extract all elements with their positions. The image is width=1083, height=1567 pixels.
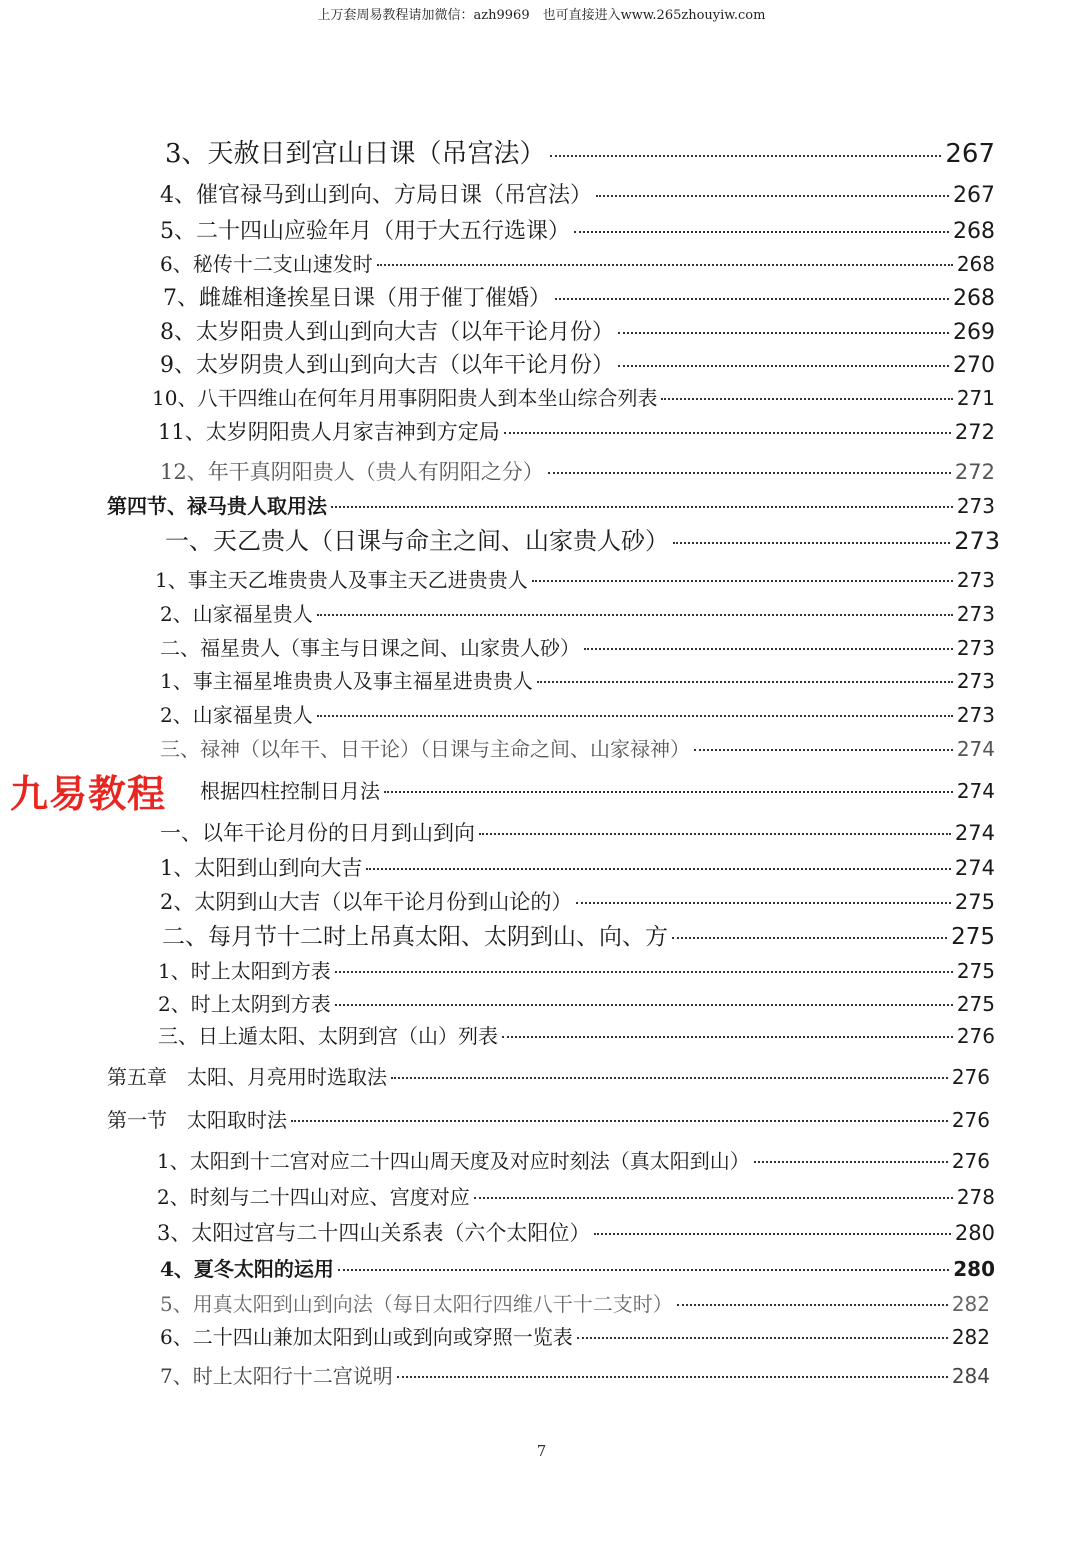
toc-entry bbox=[107, 490, 995, 519]
toc-entry-page: 284 bbox=[951, 1364, 990, 1388]
toc-entry bbox=[157, 1217, 995, 1247]
toc-entry-page: 282 bbox=[951, 1292, 990, 1316]
toc-entry-page: 276 bbox=[956, 1024, 995, 1048]
toc-entry-title: 3、天赦日到宫山日课（吊宫法） bbox=[165, 139, 546, 169]
toc-entry bbox=[158, 416, 995, 446]
toc-entry bbox=[165, 521, 1000, 556]
toc-entry bbox=[160, 1321, 990, 1350]
toc-entry-page: 274 bbox=[956, 779, 995, 803]
toc-entry-title: 4、催官禄马到山到向、方局日课（吊宫法） bbox=[160, 183, 592, 208]
toc-entry-title: 3、太阳过宫与二十四山关系表（六个太阳位） bbox=[157, 1221, 591, 1245]
toc-entry bbox=[160, 178, 995, 209]
toc-entry-page: 273 bbox=[956, 602, 995, 626]
toc-entry-page: 274 bbox=[954, 856, 995, 880]
toc-entry-title: 5、二十四山应验年月（用于大五行选课） bbox=[160, 219, 570, 244]
toc-entry bbox=[160, 1288, 990, 1317]
dot-leader bbox=[366, 868, 951, 870]
dot-leader bbox=[677, 1304, 948, 1306]
toc-entry bbox=[160, 817, 995, 847]
toc-entry bbox=[160, 315, 995, 346]
toc-entry-page: 275 bbox=[956, 992, 995, 1016]
toc-entry bbox=[160, 665, 995, 694]
toc-entry bbox=[160, 598, 995, 627]
toc-entry-page: 268 bbox=[953, 286, 995, 311]
dot-leader bbox=[331, 506, 953, 508]
toc-entry-title: 11、太岁阴阳贵人月家吉神到方定局 bbox=[158, 420, 500, 444]
toc-entry bbox=[158, 988, 995, 1017]
toc-entry bbox=[107, 1061, 990, 1090]
dot-leader bbox=[550, 155, 942, 157]
dot-leader bbox=[672, 937, 947, 939]
toc-entry-title: 6、二十四山兼加太阳到山或到向或穿照一览表 bbox=[160, 1325, 573, 1349]
toc-entry-page: 276 bbox=[951, 1149, 990, 1173]
toc-entry bbox=[160, 248, 995, 277]
dot-leader bbox=[384, 791, 953, 793]
toc-entry-title: 三、禄神（以年干、日干论）（日课与主命之间、山家禄神） bbox=[160, 737, 690, 761]
toc-entry-page: 275 bbox=[951, 924, 995, 950]
dot-leader bbox=[577, 1337, 948, 1339]
page-number: 7 bbox=[536, 1442, 547, 1460]
dot-leader bbox=[661, 398, 952, 400]
dot-leader bbox=[576, 902, 951, 904]
toc-entry bbox=[160, 699, 995, 728]
toc-entry-title: 二、每月节十二时上吊真太阳、太阴到山、向、方 bbox=[162, 924, 668, 950]
toc-entry-title: 2、时上太阴到方表 bbox=[158, 992, 331, 1016]
toc-entry bbox=[160, 214, 995, 245]
toc-entry-page: 273 bbox=[956, 669, 995, 693]
toc-entry-page: 278 bbox=[956, 1185, 995, 1209]
dot-leader bbox=[618, 365, 949, 367]
dot-leader bbox=[504, 432, 951, 434]
dot-leader bbox=[754, 1161, 948, 1163]
dot-leader bbox=[594, 1233, 951, 1235]
toc-entry-title: 2、太阴到山大吉（以年干论月份到山论的） bbox=[160, 890, 573, 914]
toc-entry bbox=[160, 632, 995, 661]
toc-entry-page: 273 bbox=[956, 568, 995, 592]
dot-leader bbox=[317, 715, 953, 717]
dot-leader bbox=[548, 472, 951, 474]
toc-entry bbox=[200, 775, 995, 804]
toc-entry-title: 8、太岁阳贵人到山到向大吉（以年干论月份） bbox=[160, 320, 614, 345]
toc-entry-page: 276 bbox=[951, 1108, 990, 1132]
toc-entry-page: 267 bbox=[953, 183, 995, 208]
header-banner: 上万套周易教程请加微信：azh9969 也可直接进入www.265zhouyiw.com bbox=[317, 8, 766, 23]
toc-entry-title: 1、太阳到山到向大吉 bbox=[160, 856, 363, 880]
toc-entry-title: 12、年干真阴阳贵人（贵人有阴阳之分） bbox=[160, 460, 544, 484]
toc-entry-title: 1、事主福星堆贵贵人及事主福星进贵贵人 bbox=[160, 669, 533, 693]
toc-entry bbox=[157, 1145, 990, 1174]
toc-entry-title: 第五章 太阳、月亮用时选取法 bbox=[107, 1065, 387, 1089]
toc-entry bbox=[157, 1181, 995, 1210]
dot-leader bbox=[317, 614, 953, 616]
toc-entry-page: 272 bbox=[954, 420, 995, 444]
toc-entry-title: 第一节 太阳取时法 bbox=[107, 1108, 287, 1132]
toc-entry-title: 一、以年干论月份的日月到山到向 bbox=[160, 821, 475, 845]
toc-entry bbox=[160, 852, 995, 882]
toc-entry-page: 274 bbox=[956, 737, 995, 761]
toc-entry-page: 275 bbox=[956, 959, 995, 983]
toc-entry-title: 7、雌雄相逢挨星日课（用于催丁催婚） bbox=[163, 286, 551, 311]
toc-entry bbox=[160, 886, 995, 916]
dot-leader bbox=[502, 1036, 953, 1038]
toc-entry bbox=[152, 382, 995, 411]
toc-entry bbox=[165, 133, 995, 170]
toc-entry bbox=[155, 564, 995, 593]
dot-leader bbox=[584, 648, 953, 650]
toc-entry-page: 276 bbox=[951, 1065, 990, 1089]
toc-entry bbox=[158, 1020, 995, 1049]
dot-leader bbox=[338, 1269, 949, 1271]
toc-entry-title: 10、八干四维山在何年月用事阴阳贵人到本坐山综合列表 bbox=[152, 386, 658, 410]
toc-entry-page: 272 bbox=[954, 460, 995, 484]
toc-entry-page: 267 bbox=[945, 139, 995, 169]
toc-entry bbox=[160, 1253, 995, 1282]
dot-leader bbox=[618, 332, 949, 334]
toc-entry-title: 根据四柱控制日月法 bbox=[200, 779, 380, 803]
toc-entry-title: 5、用真太阳到山到向法（每日太阳行四维八干十二支时） bbox=[160, 1292, 673, 1316]
watermark-logo: 九易教程 bbox=[10, 772, 167, 816]
toc-entry-page: 280 bbox=[953, 1257, 995, 1281]
toc-entry-page: 282 bbox=[951, 1325, 990, 1349]
toc-entry bbox=[158, 955, 995, 984]
dot-leader bbox=[377, 264, 953, 266]
dot-leader bbox=[537, 681, 953, 683]
dot-leader bbox=[479, 833, 951, 835]
dot-leader bbox=[673, 542, 950, 544]
toc-entry-page: 268 bbox=[953, 219, 995, 244]
dot-leader bbox=[574, 231, 949, 233]
toc-entry-title: 二、福星贵人（事主与日课之间、山家贵人砂） bbox=[160, 636, 580, 660]
toc-entry bbox=[160, 1360, 990, 1389]
toc-entry-page: 275 bbox=[954, 890, 995, 914]
toc-entry-title: 1、事主天乙堆贵贵人及事主天乙进贵贵人 bbox=[155, 568, 528, 592]
toc-entry-page: 268 bbox=[956, 252, 995, 276]
toc-entry bbox=[160, 348, 995, 379]
toc-entry-page: 273 bbox=[956, 636, 995, 660]
toc-entry-page: 273 bbox=[956, 494, 995, 518]
dot-leader bbox=[596, 195, 949, 197]
toc-entry-title: 2、山家福星贵人 bbox=[160, 602, 313, 626]
toc-entry-page: 269 bbox=[953, 320, 995, 345]
dot-leader bbox=[694, 749, 953, 751]
toc-entry bbox=[162, 918, 995, 951]
dot-leader bbox=[391, 1077, 948, 1079]
toc-entry bbox=[107, 1104, 990, 1133]
dot-leader bbox=[397, 1376, 948, 1378]
toc-entry bbox=[163, 281, 995, 312]
toc-entry-title: 2、时刻与二十四山对应、宫度对应 bbox=[157, 1185, 470, 1209]
toc-entry-title: 2、山家福星贵人 bbox=[160, 703, 313, 727]
toc-entry-title: 第四节、禄马贵人取用法 bbox=[107, 494, 327, 518]
toc-entry bbox=[160, 733, 995, 762]
toc-entry-page: 273 bbox=[954, 527, 1000, 555]
toc-entry-page: 274 bbox=[954, 821, 995, 845]
toc-entry-page: 280 bbox=[954, 1221, 995, 1245]
toc-entry-page: 271 bbox=[956, 386, 995, 410]
dot-leader bbox=[532, 580, 953, 582]
toc-entry-title: 1、太阳到十二宫对应二十四山周天度及对应时刻法（真太阳到山） bbox=[157, 1149, 750, 1173]
dot-leader bbox=[335, 971, 953, 973]
toc-entry-page: 270 bbox=[953, 353, 995, 378]
dot-leader bbox=[291, 1120, 948, 1122]
toc-entry-title: 一、天乙贵人（日课与命主之间、山家贵人砂） bbox=[165, 527, 669, 555]
toc-entry-title: 6、秘传十二支山速发时 bbox=[160, 252, 373, 276]
dot-leader bbox=[335, 1004, 953, 1006]
toc-entry-title: 4、夏冬太阳的运用 bbox=[160, 1257, 334, 1281]
toc-entry-title: 三、日上遁太阳、太阴到宫（山）列表 bbox=[158, 1024, 498, 1048]
dot-leader bbox=[474, 1197, 953, 1199]
toc-entry bbox=[160, 456, 995, 486]
dot-leader bbox=[555, 298, 949, 300]
toc-entry-title: 7、时上太阳行十二宫说明 bbox=[160, 1364, 393, 1388]
toc-entry-title: 1、时上太阳到方表 bbox=[158, 959, 331, 983]
toc-entry-page: 273 bbox=[956, 703, 995, 727]
toc-entry-title: 9、太岁阴贵人到山到向大吉（以年干论月份） bbox=[160, 353, 614, 378]
